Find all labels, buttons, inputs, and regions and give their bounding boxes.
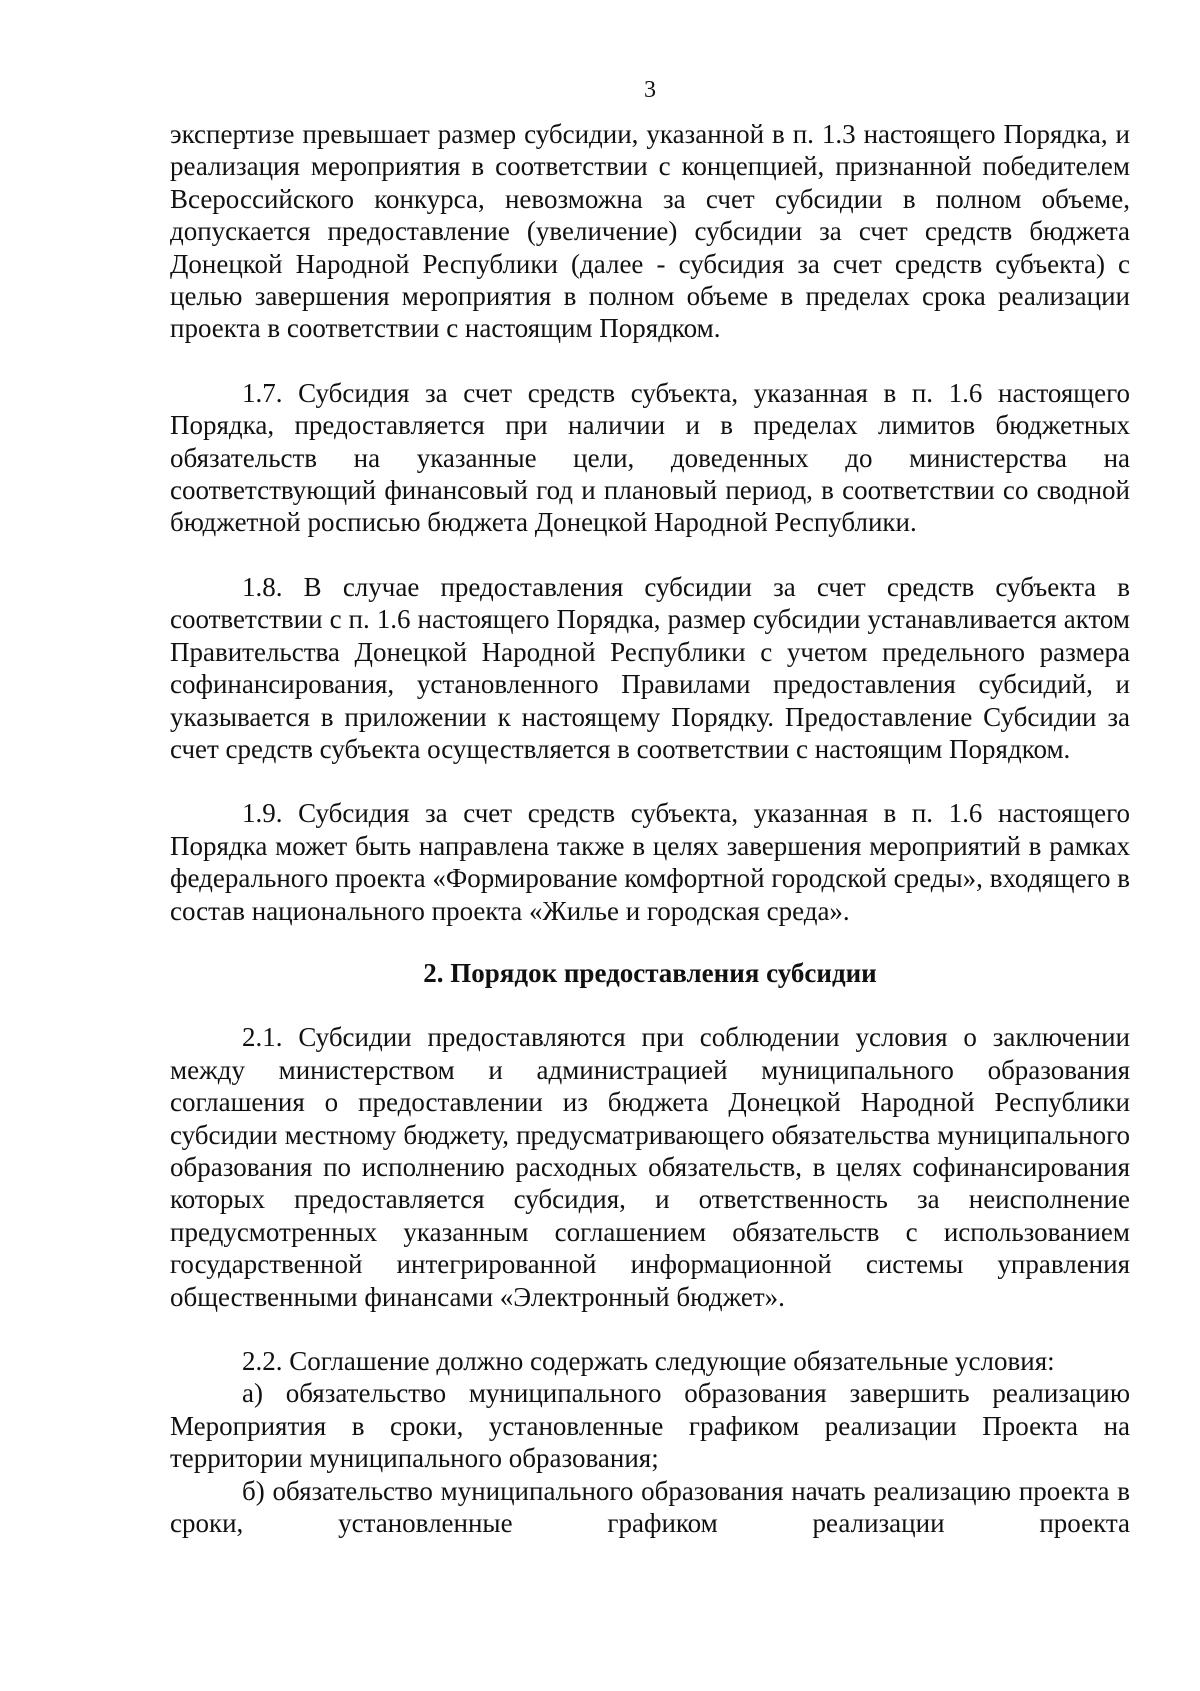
paragraph-2-2-a: а) обязательство муниципального образования завершить реализацию Мероприятия в сроки, установленные графиком реализации Проекта на территории муниципального образования; [170,1378,1130,1474]
document-body [170,118,1130,1539]
paragraph-2-1: 2.1. Субсидии предоставляются при соблюдении условия о заключении между министерством и администрацией муниципального образования соглашения о предоставлении из бюджета Донецкой Народной Республики субсидии местному бюджету, предусматривающего обязательства муниципального образования по исполнению расходных обязательств, в целях софинансирования которых предоставляется субсидия, и ответственность за неисполнение предусмотренных указанным соглашением обязательств с использованием государственной интегрированной информационной системы управления общественными финансами «Электронный бюджет». [170,1022,1130,1312]
page-number: 3 [644,77,656,103]
paragraph-2-2: 2.2. Соглашение должно содержать следующие обязательные условия: [242,1346,1055,1376]
paragraph-1-8: 1.8. В случае предоставления субсидии за счет средств субъекта в соответствии с п. 1.6 настоящего Порядка, размер субсидии устанавливается актом Правительства Донецкой Народной Республики с учетом предельного размера софинансирования, установленного Правилами предоставления субсидий, и указывается в приложении к настоящему Порядку. Предоставление Субсидии за счет средств субъекта осуществляется в соответствии с настоящим Порядком. [170,571,1130,764]
paragraph-2-2-b: б) обязательство муниципального образования начать реализацию проекта в сроки, установленные графиком реализации проекта [170,1475,1130,1539]
paragraph-1-7: 1.7. Субсидия за счет средств субъекта, указанная в п. 1.6 настоящего Порядка, предоставляется при наличии и в пределах лимитов бюджетных обязательств на указанные цели, доведенных до министерства на соответствующий финансовый год и плановый период, в соответствии со сводной бюджетной росписью бюджета Донецкой Народной Республики. [170,377,1130,538]
paragraph-1-6-continuation: экспертизе превышает размер субсидии, указанной в п. 1.3 настоящего Порядка, и реализация мероприятия в соответствии с концепцией, признанной победителем Всероссийского конкурса, невозможна за счет субсидии в полном объеме, допускается предоставление (увеличение) субсидии за счет средств бюджета Донецкой Народной Республики (далее - субсидия за счет средств субъекта) с целью завершения мероприятия в полном объеме в пределах срока реализации проекта в соответствии с настоящим Порядком. [170,119,1130,344]
paragraph-1-9: 1.9. Субсидия за счет средств субъекта, указанная в п. 1.6 настоящего Порядка может быть направлена также в целях завершения мероприятий в рамках федерального проекта «Формирование комфортной городской среды», входящего в состав национального проекта «Жилье и городская среда». [170,798,1130,926]
section-2-heading: 2. Порядок предоставления субсидии [423,957,877,988]
